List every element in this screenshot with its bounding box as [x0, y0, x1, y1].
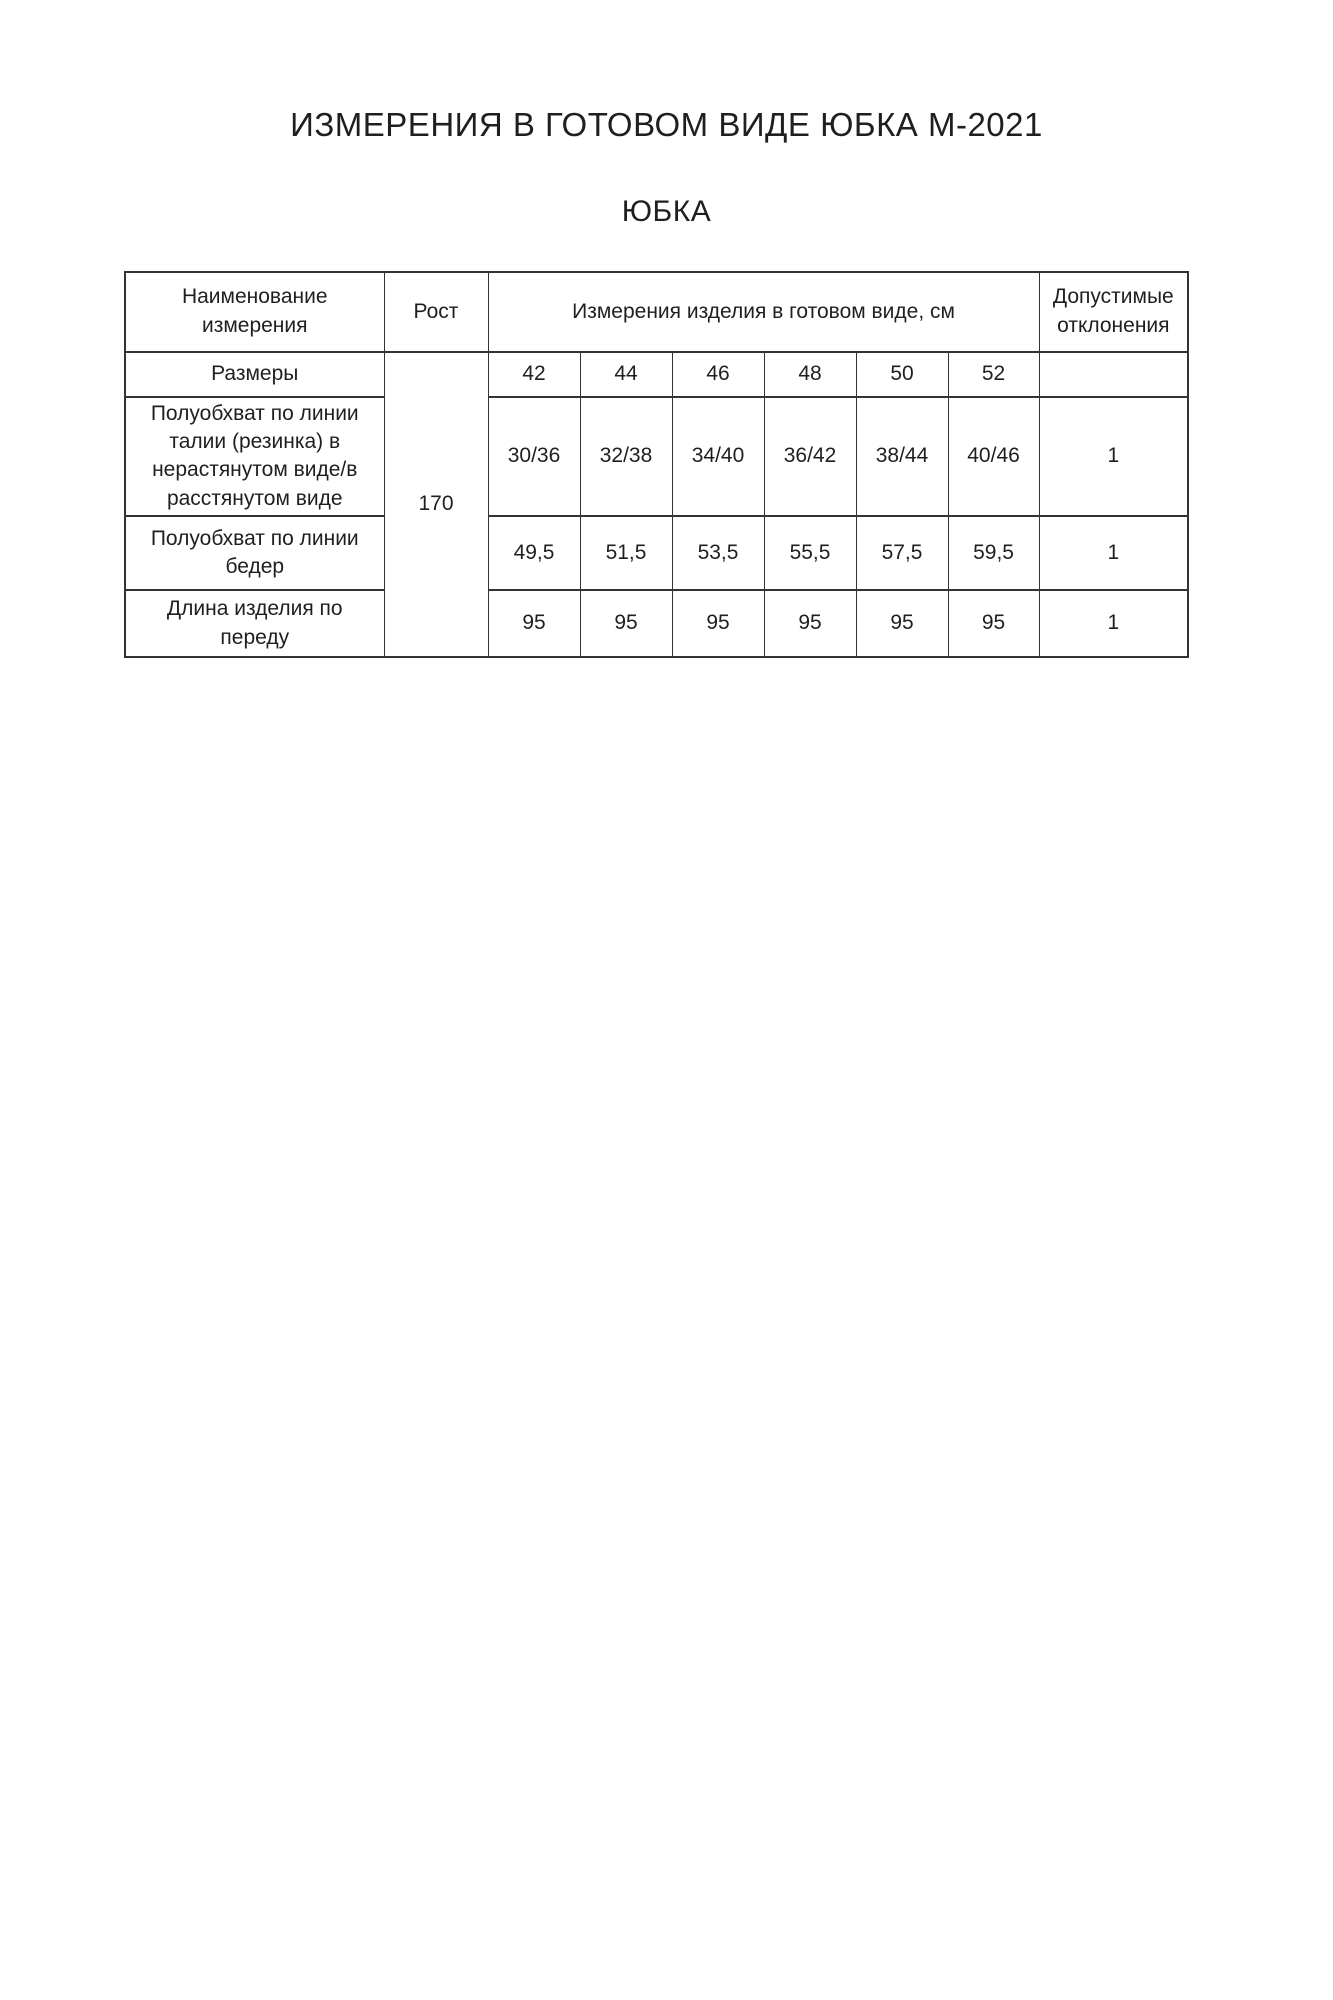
height-value-cell: 170 [384, 352, 488, 657]
deviation-cell: 1 [1039, 516, 1188, 590]
deviation-empty-cell [1039, 352, 1188, 397]
value-cell: 30/36 [488, 397, 580, 516]
size-cell: 52 [948, 352, 1039, 397]
sizes-row [125, 352, 1188, 397]
deviation-cell: 1 [1039, 397, 1188, 516]
page-title: ИЗМЕРЕНИЯ В ГОТОВОМ ВИДЕ ЮБКА М-2021 [290, 106, 1043, 143]
value-cell: 57,5 [856, 516, 948, 590]
value-cell: 95 [948, 590, 1039, 657]
deviation-cell: 1 [1039, 590, 1188, 657]
header-height-cell: Рост [384, 272, 488, 352]
value-cell: 55,5 [764, 516, 856, 590]
sizes-label-cell: Размеры [125, 352, 384, 397]
row-label-cell: Полуобхват по линии бедер [125, 516, 384, 590]
value-cell: 36/42 [764, 397, 856, 516]
value-cell: 95 [672, 590, 764, 657]
header-name-cell: Наименование измерения [125, 272, 384, 352]
size-cell: 42 [488, 352, 580, 397]
value-cell: 95 [856, 590, 948, 657]
value-cell: 32/38 [580, 397, 672, 516]
page-subtitle: ЮБКА [621, 195, 712, 229]
size-cell: 44 [580, 352, 672, 397]
value-cell: 34/40 [672, 397, 764, 516]
size-cell: 50 [856, 352, 948, 397]
value-cell: 59,5 [948, 516, 1039, 590]
value-cell: 95 [488, 590, 580, 657]
value-cell: 38/44 [856, 397, 948, 516]
table-header-row [125, 272, 1188, 352]
value-cell: 95 [764, 590, 856, 657]
value-cell: 51,5 [580, 516, 672, 590]
value-cell: 49,5 [488, 516, 580, 590]
table-row-hips [125, 516, 1188, 590]
value-cell: 95 [580, 590, 672, 657]
table-row-length [125, 590, 1188, 657]
value-cell: 53,5 [672, 516, 764, 590]
measurements-table [124, 271, 1189, 658]
value-cell: 40/46 [948, 397, 1039, 516]
size-cell: 46 [672, 352, 764, 397]
header-measurements-cell: Измерения изделия в готовом виде, см [488, 272, 1039, 352]
size-cell: 48 [764, 352, 856, 397]
header-deviations-cell: Допустимые отклонения [1039, 272, 1188, 352]
row-label-cell: Длина изделия по переду [125, 590, 384, 657]
table-row-waist [125, 397, 1188, 516]
row-label-cell: Полуобхват по линии талии (резинка) в нерастянутом виде/в расстянутом виде [125, 397, 384, 516]
